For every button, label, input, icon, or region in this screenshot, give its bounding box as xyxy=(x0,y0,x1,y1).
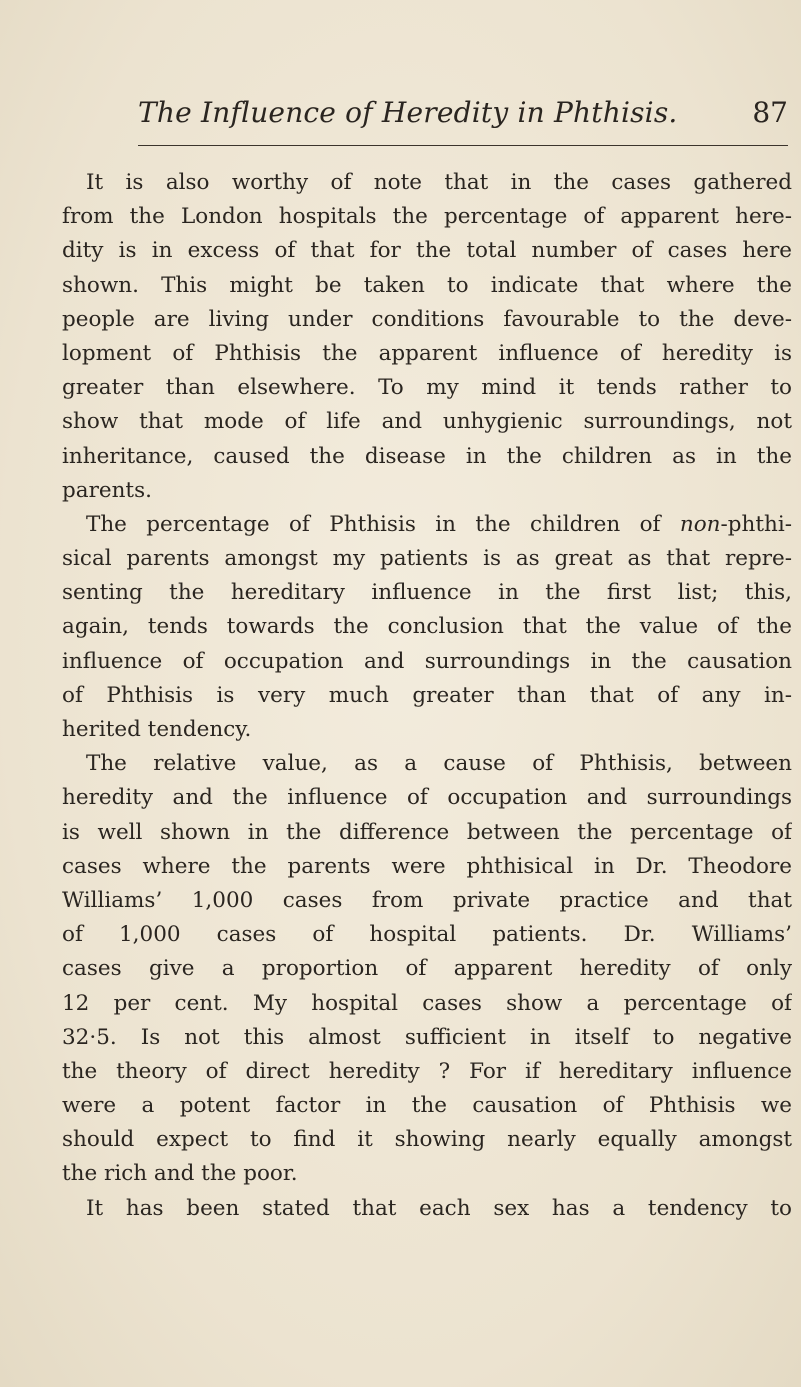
text-line: influence of occupation and surroundings in the causation xyxy=(62,648,792,674)
text-line: parents. xyxy=(62,477,152,503)
text-line: the rich and the poor. xyxy=(62,1161,298,1187)
text-line: 32·5. Is not this almost sufficient in itself to negative xyxy=(62,1024,792,1050)
text-line: 12 per cent. My hospital cases show a percentage of xyxy=(62,990,792,1016)
text-line: senting the hereditary influence in the first list; this, xyxy=(62,580,792,606)
text-line: It has been stated that each sex has a tendency to xyxy=(86,1195,792,1221)
text-line: inheritance, caused the disease in the children as in the xyxy=(62,443,792,469)
text-line: cases where the parents were phthisical in Dr. Theodore xyxy=(62,853,792,879)
text-line: dity is in excess of that for the total number of cases here xyxy=(62,238,792,264)
italic-word: non xyxy=(679,511,721,537)
text-line: show that mode of life and unhygienic surroundings, not xyxy=(62,409,792,435)
text-line: lopment of Phthisis the apparent influence of heredity is xyxy=(62,340,792,366)
text-line: Williams’ 1,000 cases from private practice and that xyxy=(62,887,792,913)
text-line-with-italic xyxy=(62,508,792,542)
running-title: The Influence of Heredity in Phthisis. xyxy=(138,96,678,129)
text-line: cases give a proportion of apparent heredity of only xyxy=(62,956,792,982)
text-segment: The percentage of Phthisis in the children of xyxy=(86,511,680,537)
text-line: herited tendency. xyxy=(62,717,252,742)
text-line: greater than elsewhere. To my mind it tends rather to xyxy=(62,375,792,401)
text-line: sical parents amongst my patients is as great as that repre- xyxy=(62,546,792,572)
body-text xyxy=(62,166,792,1226)
text-line: heredity and the influence of occupation and surroundings xyxy=(62,785,792,811)
text-line: the theory of direct heredity ? For if hereditary influence xyxy=(62,1058,792,1084)
text-line: people are living under conditions favourable to the deve- xyxy=(62,306,792,332)
text-line: shown. This might be taken to indicate that where the xyxy=(62,272,792,298)
text-line: again, tends towards the conclusion that the value of the xyxy=(62,614,792,640)
text-segment: -phthi- xyxy=(720,511,792,537)
text-line: should expect to find it showing nearly equally amongst xyxy=(62,1127,792,1153)
running-head xyxy=(138,96,788,142)
text-line: of Phthisis is very much greater than that of any in- xyxy=(62,682,792,708)
text-line: The relative value, as a cause of Phthisis, between xyxy=(86,751,792,777)
text-line: It is also worthy of note that in the cases gathered xyxy=(86,170,792,195)
text-line: is well shown in the difference between the percentage of xyxy=(62,819,792,845)
page-number: 87 xyxy=(752,96,788,129)
header-rule xyxy=(138,145,788,146)
text-line: were a potent factor in the causation of Phthisis we xyxy=(62,1093,792,1119)
text-line: from the London hospitals the percentage of apparent here- xyxy=(62,204,792,230)
text-line: of 1,000 cases of hospital patients. Dr. Williams’ xyxy=(62,922,792,948)
